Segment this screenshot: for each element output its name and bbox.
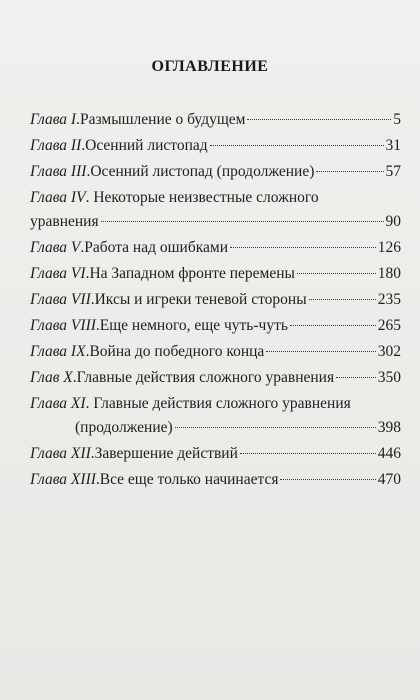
dot-leader [101,221,384,222]
chapter-label: Глава VII [30,291,91,308]
chapter-label: Глава VIII [30,317,96,334]
chapter-separator: . [90,445,95,462]
chapter-separator: . [86,163,91,180]
chapter-title: Завершение действий [94,445,238,462]
page-number: 180 [377,265,401,282]
dot-leader [247,119,391,120]
toc-entry [30,442,401,466]
chapter-label: Глава XIII [30,471,96,488]
dot-leader [175,427,376,428]
chapter-separator: . [95,317,100,334]
chapter-separator: . [72,369,77,386]
page-number: 470 [377,471,401,488]
page-number: 398 [377,419,401,436]
chapter-label: Глава XI [30,395,86,412]
chapter-title: Осенний листопад (продолжение) [90,163,315,180]
page-number: 235 [377,291,401,308]
chapter-title-line2: уравнения [30,213,99,230]
chapter-title: Война до победного конца [89,343,265,360]
dot-leader [290,325,376,326]
dot-leader [240,453,376,454]
toc-entry [30,236,401,260]
chapter-separator: . [85,395,94,412]
chapter-title: Еще немного, еще чуть-чуть [99,317,288,334]
page-number: 90 [385,213,401,230]
dot-leader [266,351,375,352]
chapter-label: Глава I [30,111,77,128]
chapter-title: Иксы и игреки теневой стороны [94,291,307,308]
toc-entry [30,134,401,158]
chapter-separator: . [85,189,94,206]
table-of-contents [30,108,401,494]
chapter-title: Осенний листопад [85,137,208,154]
chapter-separator: . [80,239,85,256]
chapter-label: Глава V [30,239,81,256]
chapter-title: Главные действия сложного уравнения [76,369,335,386]
chapter-separator: . [85,343,90,360]
dot-leader [230,247,376,248]
chapter-separator: . [81,137,86,154]
chapter-title-line1: Главные действия сложного уравнения [93,395,351,412]
chapter-title: Размышление о будущем [79,111,246,128]
toc-entry [30,392,401,440]
chapter-separator: . [76,111,80,128]
dot-leader [336,377,376,378]
toc-entry [30,468,401,492]
toc-entry [30,262,401,286]
chapter-label: Глав X [30,369,73,386]
toc-entry [30,314,401,338]
page-number: 31 [385,137,401,154]
toc-entry [30,186,401,234]
dot-leader [309,299,376,300]
chapter-separator: . [95,471,100,488]
chapter-title-line1: Некоторые неизвестные сложного [93,189,319,206]
dot-leader [210,145,384,146]
page-title: ОГЛАВЛЕНИЕ [151,58,269,75]
chapter-separator: . [85,265,90,282]
chapter-title: На Западном фронте перемены [89,265,295,282]
chapter-separator: . [90,291,95,308]
chapter-title: Работа над ошибками [84,239,229,256]
page-number: 265 [377,317,401,334]
chapter-label: Глава IX [30,343,86,360]
chapter-label: Глава III [30,163,87,180]
toc-entry [30,340,401,364]
toc-entry [30,108,401,132]
chapter-title: Все еще только начинается [99,471,279,488]
chapter-label: Глава IV [30,189,86,206]
chapter-title-line2: (продолжение) [75,419,173,436]
dot-leader [280,479,375,480]
chapter-label: Глава XII [30,445,91,462]
toc-entry [30,160,401,184]
page-number: 302 [377,343,401,360]
chapter-label: Глава VI [30,265,86,282]
page-number: 446 [377,445,401,462]
dot-leader [297,273,376,274]
toc-entry [30,288,401,312]
page-number: 126 [377,239,401,256]
dot-leader [316,171,383,172]
page-number: 5 [393,111,401,128]
page-number: 350 [377,369,401,386]
chapter-label: Глава II [30,137,82,154]
page-number: 57 [385,163,401,180]
toc-entry [30,366,401,390]
